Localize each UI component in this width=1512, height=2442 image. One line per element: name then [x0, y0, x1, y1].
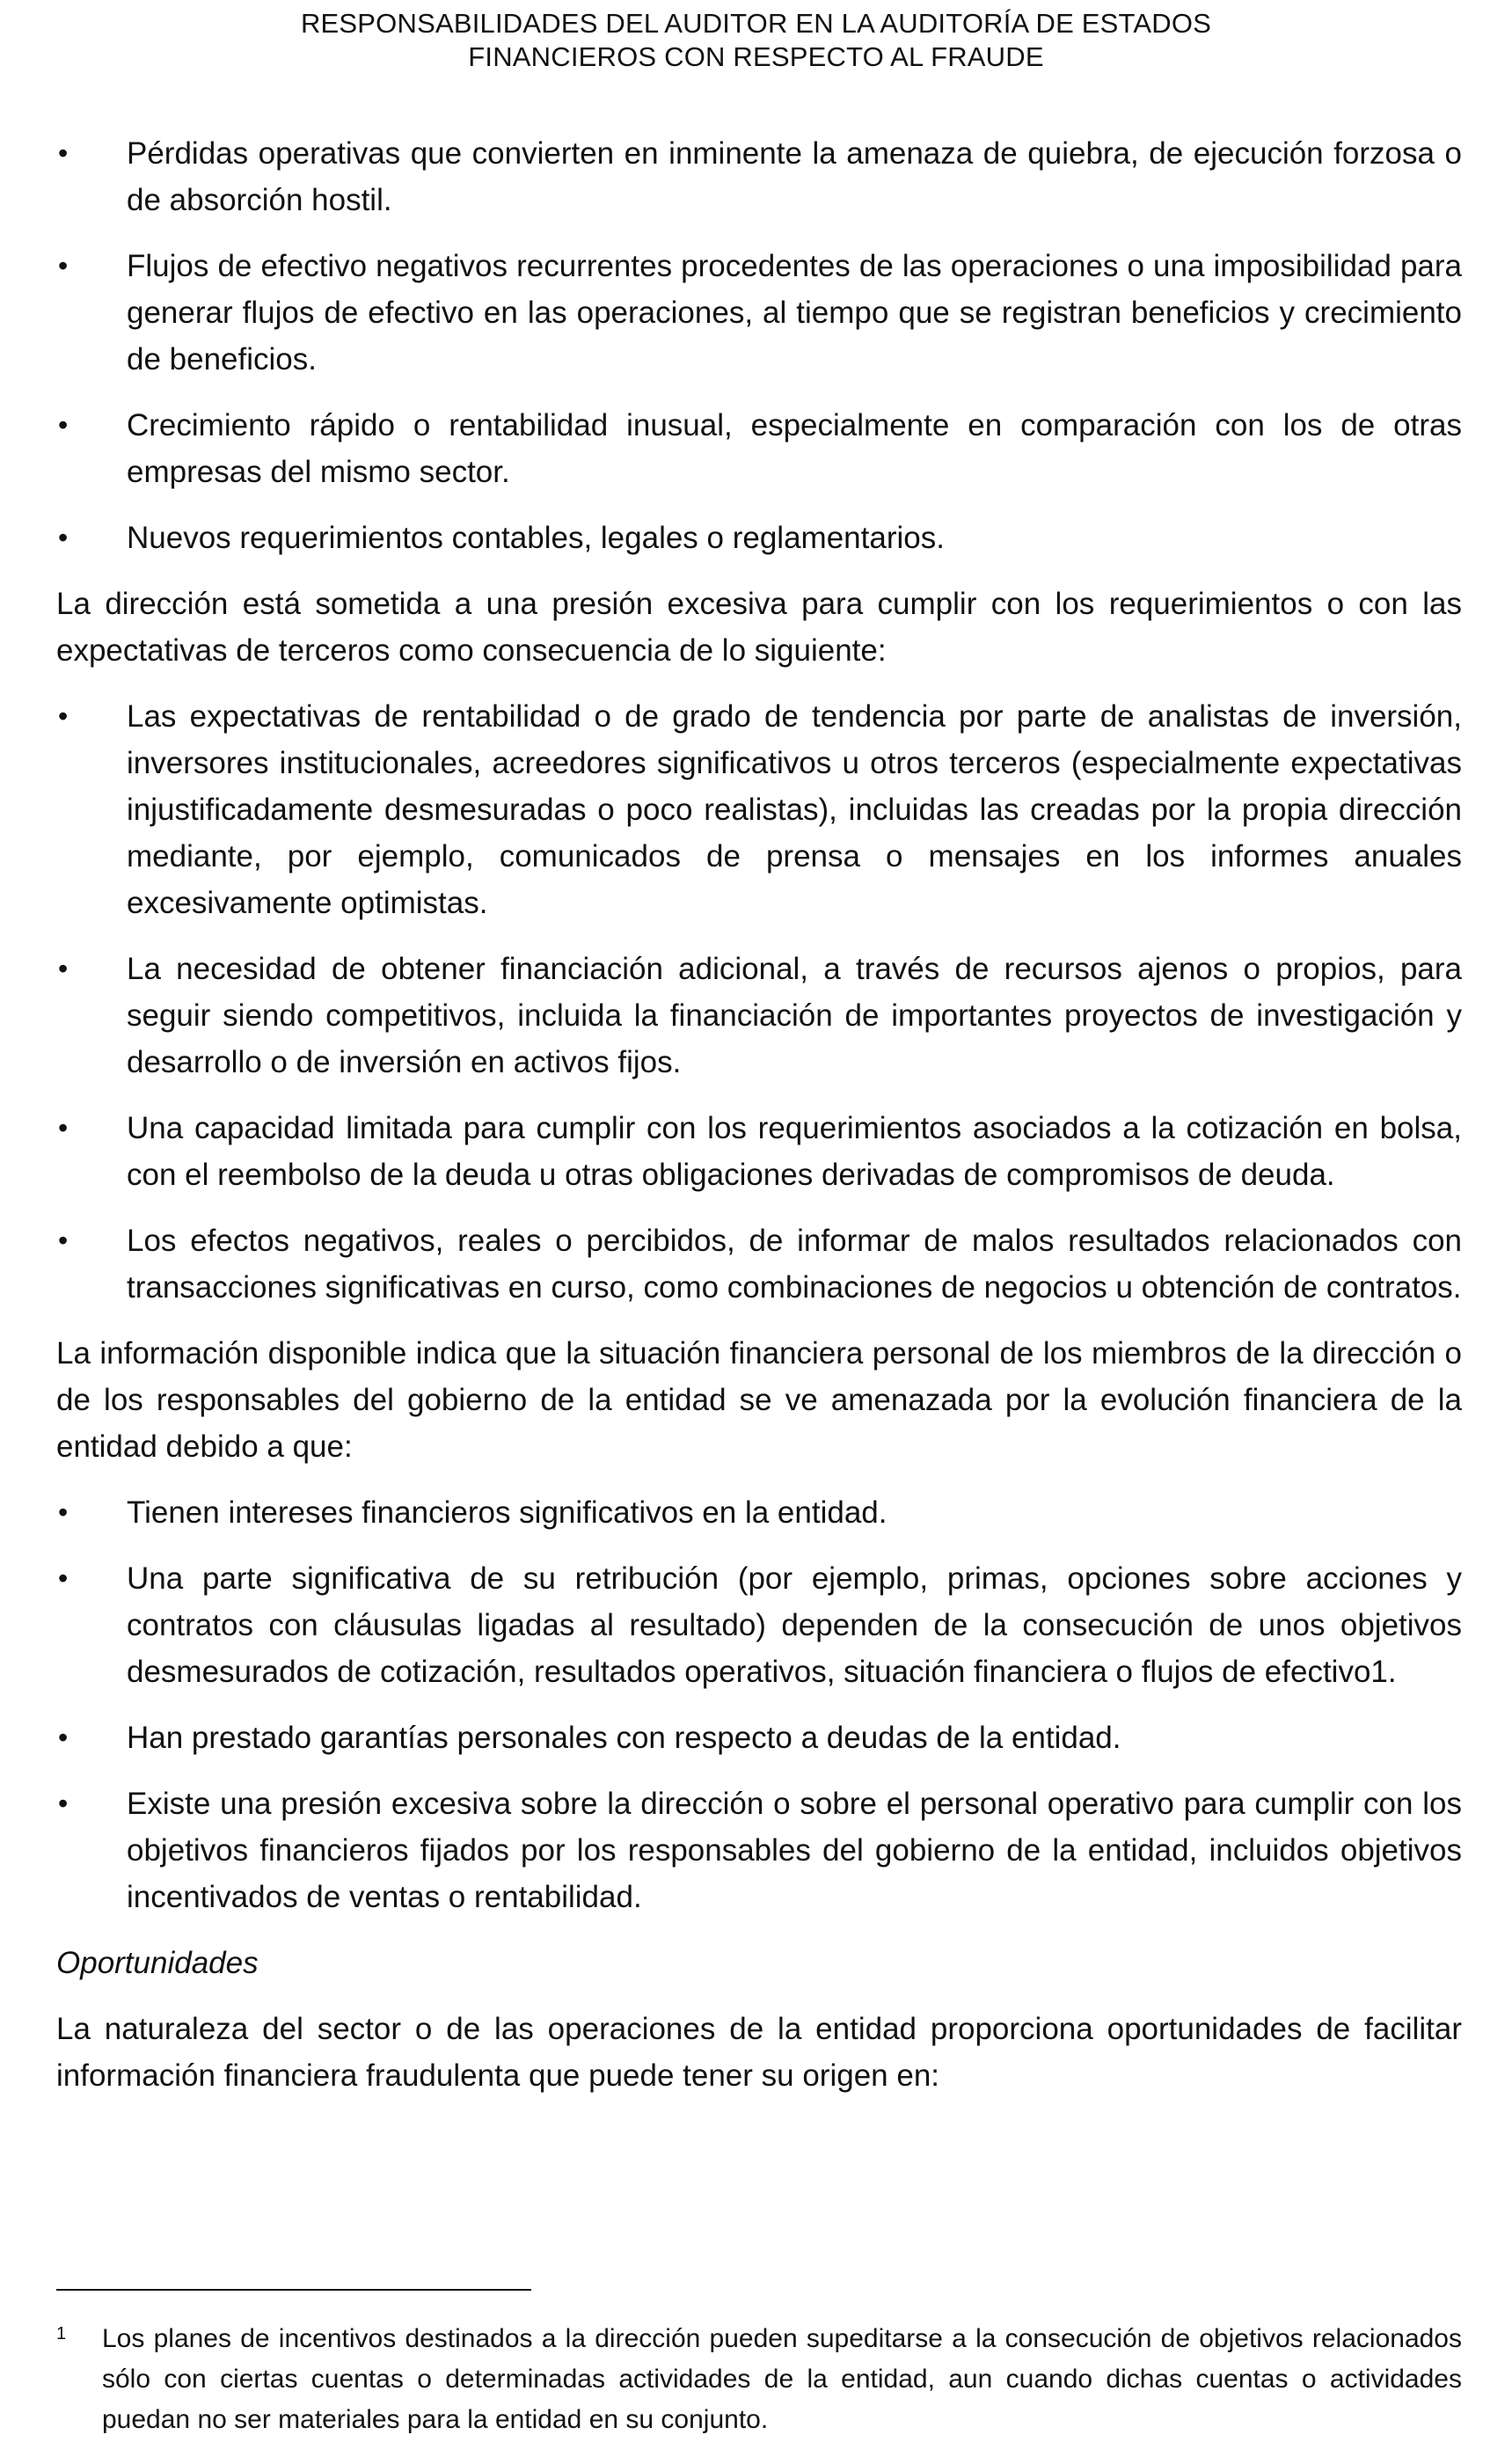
bullet-icon: • [58, 1722, 69, 1753]
list-item-text: Los efectos negativos, reales o percibidos, de informar de malos resultados relacionados con transacciones significativas en curso, como combinaciones de negocios u obtención de contratos. [127, 1224, 1462, 1305]
list-item [56, 1217, 1462, 1311]
paragraph-personal: La información disponible indica que la situación financiera personal de los miembros de la dirección o de los responsables del gobierno de la entidad se ve amenazada por la evolución financiera de la entidad debido a que: [56, 1336, 1462, 1464]
bullet-icon: • [58, 1788, 69, 1819]
footnote-text: Los planes de incentivos destinados a la dirección pueden supeditarse a la consecución de objetivos relacionados sólo con ciertas cuentas o determinadas actividades de la entidad, aun cuando dichas cuentas o actividades puedan no ser materiales para la entidad en su conjunto. [102, 2324, 1462, 2434]
footnote-mark: 1 [56, 2324, 67, 2343]
bullet-icon: • [58, 409, 69, 441]
bullet-icon: • [58, 700, 69, 732]
list-item [56, 1105, 1462, 1198]
list-item-text: Una capacidad limitada para cumplir con los requerimientos asociados a la cotización en bolsa, con el reembolso de la deuda u otras obligaciones derivadas de compromisos de deuda. [127, 1111, 1462, 1192]
list-item [56, 1780, 1462, 1920]
list-item-text: Tienen intereses financieros significativos en la entidad. [127, 1495, 887, 1530]
list-item-text: Han prestado garantías personales con respecto a deudas de la entidad. [127, 1721, 1121, 1755]
bullet-icon: • [58, 1496, 69, 1528]
paragraph-pressure: La dirección está sometida a una presión excesiva para cumplir con los requerimientos o con las expectativas de terceros como consecuencia de lo siguiente: [56, 587, 1462, 668]
list-item [56, 946, 1462, 1086]
list-item-text: Crecimiento rápido o rentabilidad inusual, especialmente en comparación con los de otras empresas del mismo sector. [127, 408, 1462, 489]
list-item [56, 1715, 1462, 1761]
footnote [56, 2319, 1462, 2440]
list-item-text: Las expectativas de rentabilidad o de grado de tendencia por parte de analistas de inversión, inversores institucionales, acreedores significativos u otros terceros (especialmente expectativas injustificadamente desmesuradas o poco realistas), incluidas las creadas por la propia dirección mediante, por ejemplo, comunicados de prensa o mensajes en los informes anuales excesivamente optimistas. [127, 699, 1462, 920]
list-item [56, 402, 1462, 495]
list-item [56, 130, 1462, 223]
page-header [0, 7, 1512, 74]
header-line-2: FINANCIEROS CON RESPECTO AL FRAUDE [468, 41, 1044, 72]
list-item [56, 1555, 1462, 1695]
list-item-text: Existe una presión excesiva sobre la dirección o sobre el personal operativo para cumplir con los objetivos financieros fijados por los responsables del gobierno de la entidad, incluidos objetivos incentivados de ventas o rentabilidad. [127, 1787, 1462, 1914]
bullet-icon: • [58, 137, 69, 169]
list-item-text: La necesidad de obtener financiación adicional, a través de recursos ajenos o propios, para seguir siendo competitivos, incluida la financiación de importantes proyectos de investigación y desarrollo o de inversión en activos fijos. [127, 952, 1462, 1079]
list-item-text: Pérdidas operativas que convierten en inminente la amenaza de quiebra, de ejecución forzosa o de absorción hostil. [127, 136, 1462, 217]
list-item-text: Flujos de efectivo negativos recurrentes procedentes de las operaciones o una imposibilidad para generar flujos de efectivo en las operaciones, al tiempo que se registran beneficios y crecimiento de beneficios. [127, 249, 1462, 377]
header-line-1: RESPONSABILIDADES DEL AUDITOR EN LA AUDITORÍA DE ESTADOS [300, 8, 1212, 39]
list-item-text: Nuevos requerimientos contables, legales o reglamentarios. [127, 521, 945, 555]
list-item [56, 1489, 1462, 1536]
bullet-icon: • [58, 522, 69, 553]
bullet-icon: • [58, 1225, 69, 1256]
document-body [56, 130, 1462, 2118]
paragraph-opportunities: La naturaleza del sector o de las operaciones de la entidad proporciona oportunidades de facilitar información financiera fraudulenta que puede tener su origen en: [56, 2012, 1462, 2093]
bullet-icon: • [58, 1112, 69, 1144]
section-title-oportunidades: Oportunidades [56, 1946, 259, 1980]
bullet-icon: • [58, 250, 69, 281]
bullet-icon: • [58, 953, 69, 984]
footnote-divider [56, 2289, 531, 2291]
list-item [56, 243, 1462, 383]
list-item [56, 515, 1462, 561]
bullet-icon: • [58, 1562, 69, 1594]
list-item [56, 693, 1462, 926]
list-item-text: Una parte significativa de su retribución (por ejemplo, primas, opciones sobre acciones y contratos con cláusulas ligadas al resultado) dependen de la consecución de unos objetivos desmesurados de cotización, resultados operativos, situación financiera o flujos de efectivo1. [127, 1561, 1462, 1689]
